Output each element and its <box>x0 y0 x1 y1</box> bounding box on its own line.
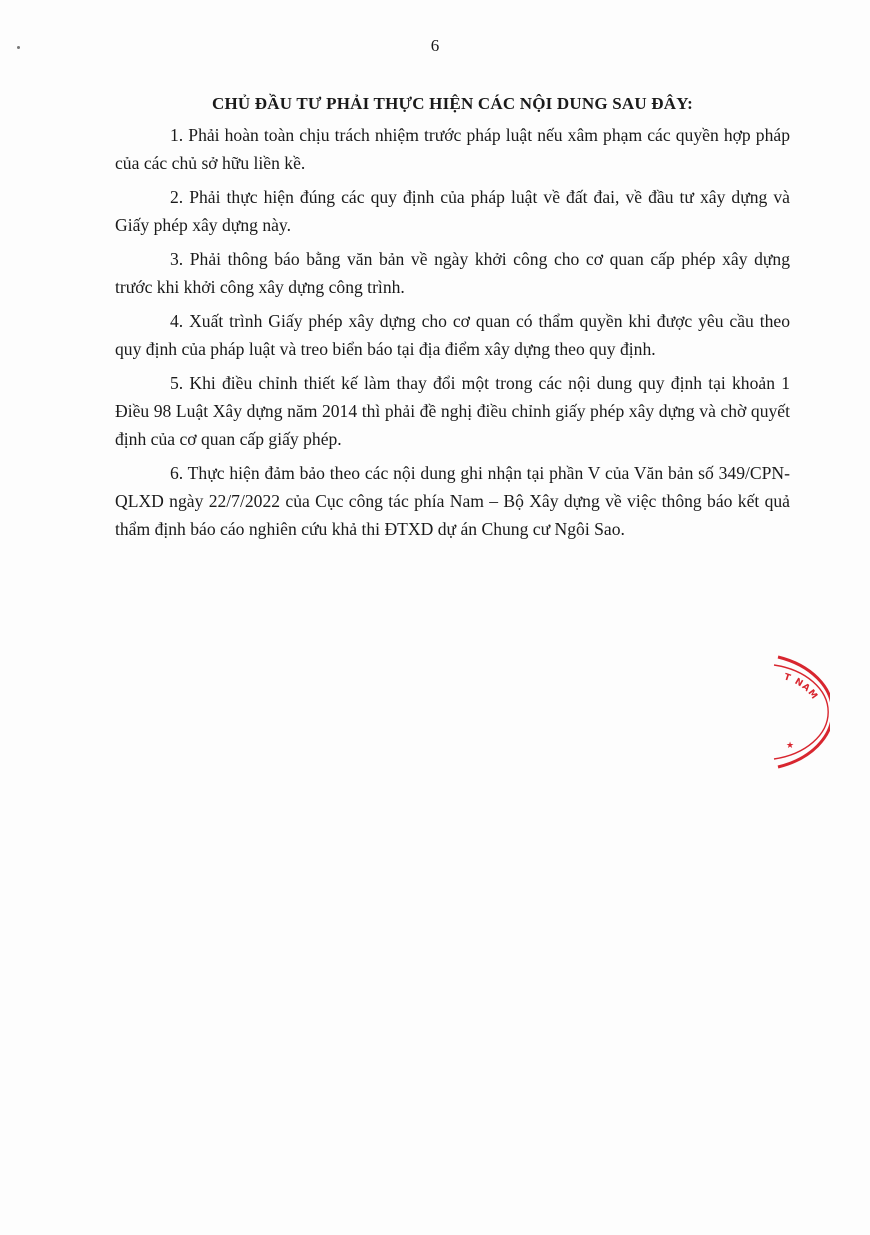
seal-star: ★ <box>786 741 795 751</box>
clause-6: 6. Thực hiện đảm bảo theo các nội dung ghi nhận tại phần V của Văn bản số 349/CPN-QLXD ngày 22/7/2022 của Cục công tác phía Nam – Bộ Xây dựng về việc thông báo kết quả thẩm định báo cáo nghiên cứu khả thi ĐTXD dự án Chung cư Ngôi Sao. <box>115 463 790 539</box>
section-heading: CHỦ ĐẦU TƯ PHẢI THỰC HIỆN CÁC NỘI DUNG SAU ĐÂY: <box>211 94 694 113</box>
clause-1: 1. Phải hoàn toàn chịu trách nhiệm trước pháp luật nếu xâm phạm các quyền hợp pháp của các chủ sở hữu liền kề. <box>115 125 790 173</box>
page-number: 6 <box>430 36 440 55</box>
clause-5: 5. Khi điều chỉnh thiết kế làm thay đổi một trong các nội dung quy định tại khoản 1 Điều 98 Luật Xây dựng năm 2014 thì phải đề nghị điều chỉnh giấy phép xây dựng và chờ quyết định của cơ quan cấp giấy phép. <box>115 373 790 449</box>
seal-text <box>783 672 820 702</box>
official-seal-partial <box>760 655 830 770</box>
clause-4: 4. Xuất trình Giấy phép xây dựng cho cơ quan có thẩm quyền khi được yêu cầu theo quy định của pháp luật và treo biển báo tại địa điểm xây dựng theo quy định. <box>115 311 790 359</box>
seal-text-path: T NAM <box>782 672 820 703</box>
clause-3: 3. Phải thông báo bằng văn bản về ngày khởi công cho cơ quan cấp phép xây dựng trước khi khởi công xây dựng công trình. <box>115 249 790 297</box>
clause-2: 2. Phải thực hiện đúng các quy định của pháp luật về đất đai, về đầu tư xây dựng và Giấy phép xây dựng này. <box>115 187 790 235</box>
document-body <box>115 121 790 549</box>
